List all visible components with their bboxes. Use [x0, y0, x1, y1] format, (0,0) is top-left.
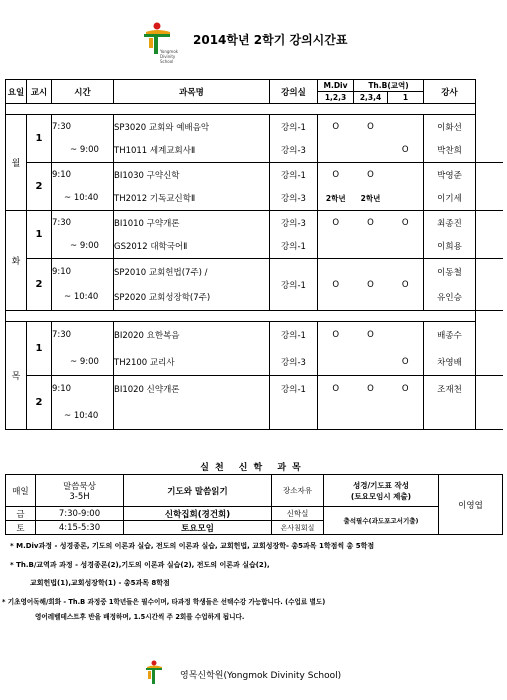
table-row: [6, 163, 503, 187]
day-cell: 목: [6, 322, 27, 430]
col-thb-year1: 1: [388, 92, 424, 104]
table-row: [6, 115, 503, 139]
thb1-cell: [388, 163, 424, 187]
prof-cell: 배종수: [424, 322, 476, 349]
mdiv-cell: [318, 403, 354, 430]
col-time: 시간: [52, 80, 114, 104]
course-cell: BI1010 구약개론: [114, 211, 270, 235]
thb1-cell: O: [401, 384, 409, 395]
thb1-cell: O: [401, 356, 409, 367]
prof-cell: 조재천: [424, 376, 476, 403]
practice-prof: 이영엽: [439, 475, 503, 535]
thb-cell: O: [354, 259, 388, 311]
course-cell: BI1030 구약신학: [114, 163, 270, 187]
page-footer: [0, 660, 507, 688]
course-cell: BI2020 요한복음: [114, 322, 270, 349]
practice-course: 신학집회(경건회): [124, 507, 272, 521]
room-cell: 강의-1: [270, 259, 318, 311]
room-cell: [270, 403, 318, 430]
thb-cell: [354, 235, 388, 259]
room-cell: 강의-3: [270, 211, 318, 235]
practice-section-title: 실천 신학 과목: [200, 463, 307, 473]
time-cell: 7:30: [52, 330, 72, 341]
time-cell: ~ 9:00: [70, 145, 99, 156]
period-cell: 1: [27, 322, 52, 376]
time-cell: 9:10: [52, 384, 72, 395]
course-cell: TH2100 교리사: [114, 349, 270, 376]
time-cell: ~ 9:00: [70, 356, 99, 367]
table-row: [6, 187, 503, 211]
mdiv-cell: [318, 235, 354, 259]
practice-day: 토: [6, 521, 36, 535]
table-row: [6, 235, 503, 259]
course-cell: BI1020 신약개론: [114, 376, 270, 403]
thb-cell: O: [367, 121, 374, 132]
practice-room: 신학실: [272, 507, 324, 521]
practice-row: [6, 507, 503, 521]
practice-time: 말씀묵상 3-5H: [36, 475, 124, 507]
room-cell: 강의-3: [270, 349, 318, 376]
mdiv-cell: O: [318, 211, 354, 235]
thb1-cell: O: [401, 217, 409, 228]
practice-course: 기도와 말씀읽기: [124, 475, 272, 507]
thb1-cell: O: [388, 259, 424, 311]
room-cell: 강의-3: [270, 139, 318, 163]
room-cell: 강의-1: [270, 235, 318, 259]
logo-text: Yongmok Divinity School: [160, 49, 179, 64]
period-cell: 2: [27, 376, 52, 430]
mdiv-cell: 2학년: [318, 187, 354, 211]
col-thb: Th.B(교역): [354, 80, 424, 92]
thb1-cell: [388, 403, 424, 430]
prof-cell: 차영배: [424, 349, 476, 376]
practice-course: 토요모임: [124, 521, 272, 535]
time-cell: 9:10: [52, 169, 72, 180]
course-cell: GS2012 대학국어Ⅱ: [114, 235, 270, 259]
note-line: * 기초영어독해/회화 - Th.B 과정중 1학년들은 필수이며, 타과정 학생들은 선택수강 가능합니다. (수업료 별도): [2, 598, 326, 606]
col-room: 강의실: [270, 80, 318, 104]
time-cell: 7:30: [52, 217, 72, 228]
thb-cell: [354, 139, 388, 163]
room-cell: 강의-3: [270, 187, 318, 211]
thb-cell: O: [367, 169, 374, 180]
day-cell: 화: [6, 211, 27, 311]
prof-cell: 박영준: [424, 163, 476, 187]
note-line: 교회헌법(1),교회성장학(1) - 총5과목 8학점: [30, 579, 170, 587]
table-header-row: [6, 80, 503, 92]
course-cell: SP3020 교회와 예배음악: [114, 115, 270, 139]
note-line: * Th.B/교역과 과정 - 성경종론(2),기도의 이론과 실습(2), 전도의 이론과 실습(2),: [10, 561, 270, 569]
time-cell: ~ 10:40: [64, 193, 99, 204]
mdiv-cell: [318, 139, 354, 163]
time-cell: ~ 10:40: [64, 410, 99, 421]
time-cell: ~ 10:40: [64, 292, 99, 303]
section-separator: [6, 104, 503, 115]
col-thb-years: 2,3,4: [354, 92, 388, 104]
note-line: * M.Div과정 - 성경종론, 기도의 이론과 실습, 전도의 이론과 실습, 교회헌법, 교회성장학- 총5과목 1학점씩 총 5학점: [10, 542, 375, 550]
thb-cell: O: [367, 384, 374, 395]
thb-cell: [354, 349, 388, 376]
school-name: 영목신학원(Yongmok Divinity School): [180, 671, 342, 681]
course-cell: [114, 403, 270, 430]
col-prof: 강사: [424, 80, 476, 104]
prof-cell: 이기세: [424, 187, 476, 211]
col-mdiv: M.Div: [318, 80, 354, 92]
thb-cell: 2학년: [360, 193, 381, 203]
course-cell: TH2012 기독교신학Ⅱ: [114, 187, 270, 211]
time-cell: 7:30: [52, 121, 72, 132]
time-cell: 9:10: [52, 266, 72, 277]
room-cell: 강의-1: [270, 322, 318, 349]
prof-cell: 박찬희: [424, 139, 476, 163]
thb1-cell: [388, 235, 424, 259]
mdiv-cell: O: [318, 259, 354, 311]
col-mdiv-years: 1,2,3: [318, 92, 354, 104]
col-course: 과목명: [114, 80, 270, 104]
note-line: 영어레벨테스트후 반을 배정하며, 1.5시간씩 주 2회를 수업하게 됩니다.: [35, 613, 245, 621]
section-separator: [6, 311, 503, 322]
prof-cell: 이희용: [424, 235, 476, 259]
mdiv-cell: O: [318, 376, 354, 403]
practice-room: 온사침회실: [272, 521, 324, 535]
period-cell: 2: [27, 163, 52, 211]
table-row: [6, 403, 503, 430]
page-header: [0, 22, 507, 62]
prof-cell: 이화선: [424, 115, 476, 139]
thb-cell: O: [367, 217, 374, 228]
practice-note: 성경/기도표 작성 (토요모임시 제출): [324, 475, 439, 507]
table-row: [6, 259, 503, 285]
col-period: 교시: [27, 80, 52, 104]
thb1-cell: [388, 187, 424, 211]
table-row: [6, 285, 503, 311]
thb-cell: O: [367, 330, 374, 341]
prof-cell: [424, 403, 476, 430]
prof-cell: 이동철: [424, 259, 476, 285]
practice-room: 장소자유: [272, 475, 324, 507]
table-row: [6, 349, 503, 376]
practice-day: 매일: [6, 475, 36, 507]
col-day: 요일: [6, 80, 27, 104]
mdiv-cell: O: [318, 163, 354, 187]
thb1-cell: [388, 115, 424, 139]
table-row: [6, 211, 503, 235]
course-cell: SP2020 교회성장학(7주): [114, 285, 270, 311]
table-row: [6, 139, 503, 163]
thb1-cell: O: [401, 145, 409, 156]
table-row: [6, 376, 503, 403]
practice-day: 금: [6, 507, 36, 521]
practice-row: [6, 475, 503, 507]
mdiv-cell: [318, 349, 354, 376]
school-logo-icon: [143, 660, 165, 686]
time-cell: ~ 9:00: [70, 241, 99, 252]
thb1-cell: [388, 322, 424, 349]
course-cell: TH1011 세계교회사Ⅱ: [114, 139, 270, 163]
practice-time: 7:30-9:00: [36, 507, 124, 521]
course-cell: SP2010 교회헌법(7주) /: [114, 259, 270, 285]
room-cell: 강의-1: [270, 163, 318, 187]
period-cell: 1: [27, 211, 52, 259]
mdiv-cell: O: [318, 322, 354, 349]
room-cell: 강의-1: [270, 376, 318, 403]
table-row: [6, 322, 503, 349]
practice-note: 출석필수(과도포고서기출): [324, 507, 439, 535]
period-cell: 2: [27, 259, 52, 311]
practice-time: 4:15-5:30: [36, 521, 124, 535]
page-title: 2014학년 2학기 강의시간표: [193, 33, 348, 47]
prof-cell: 최종진: [424, 211, 476, 235]
mdiv-cell: O: [318, 115, 354, 139]
prof-cell: 유인승: [424, 285, 476, 311]
room-cell: 강의-1: [270, 115, 318, 139]
thb-cell: [354, 403, 388, 430]
period-cell: 1: [27, 115, 52, 163]
col-spacer: [476, 80, 503, 104]
practice-table: [5, 474, 503, 535]
day-cell: 월: [6, 115, 27, 211]
schedule-table: [5, 79, 503, 430]
